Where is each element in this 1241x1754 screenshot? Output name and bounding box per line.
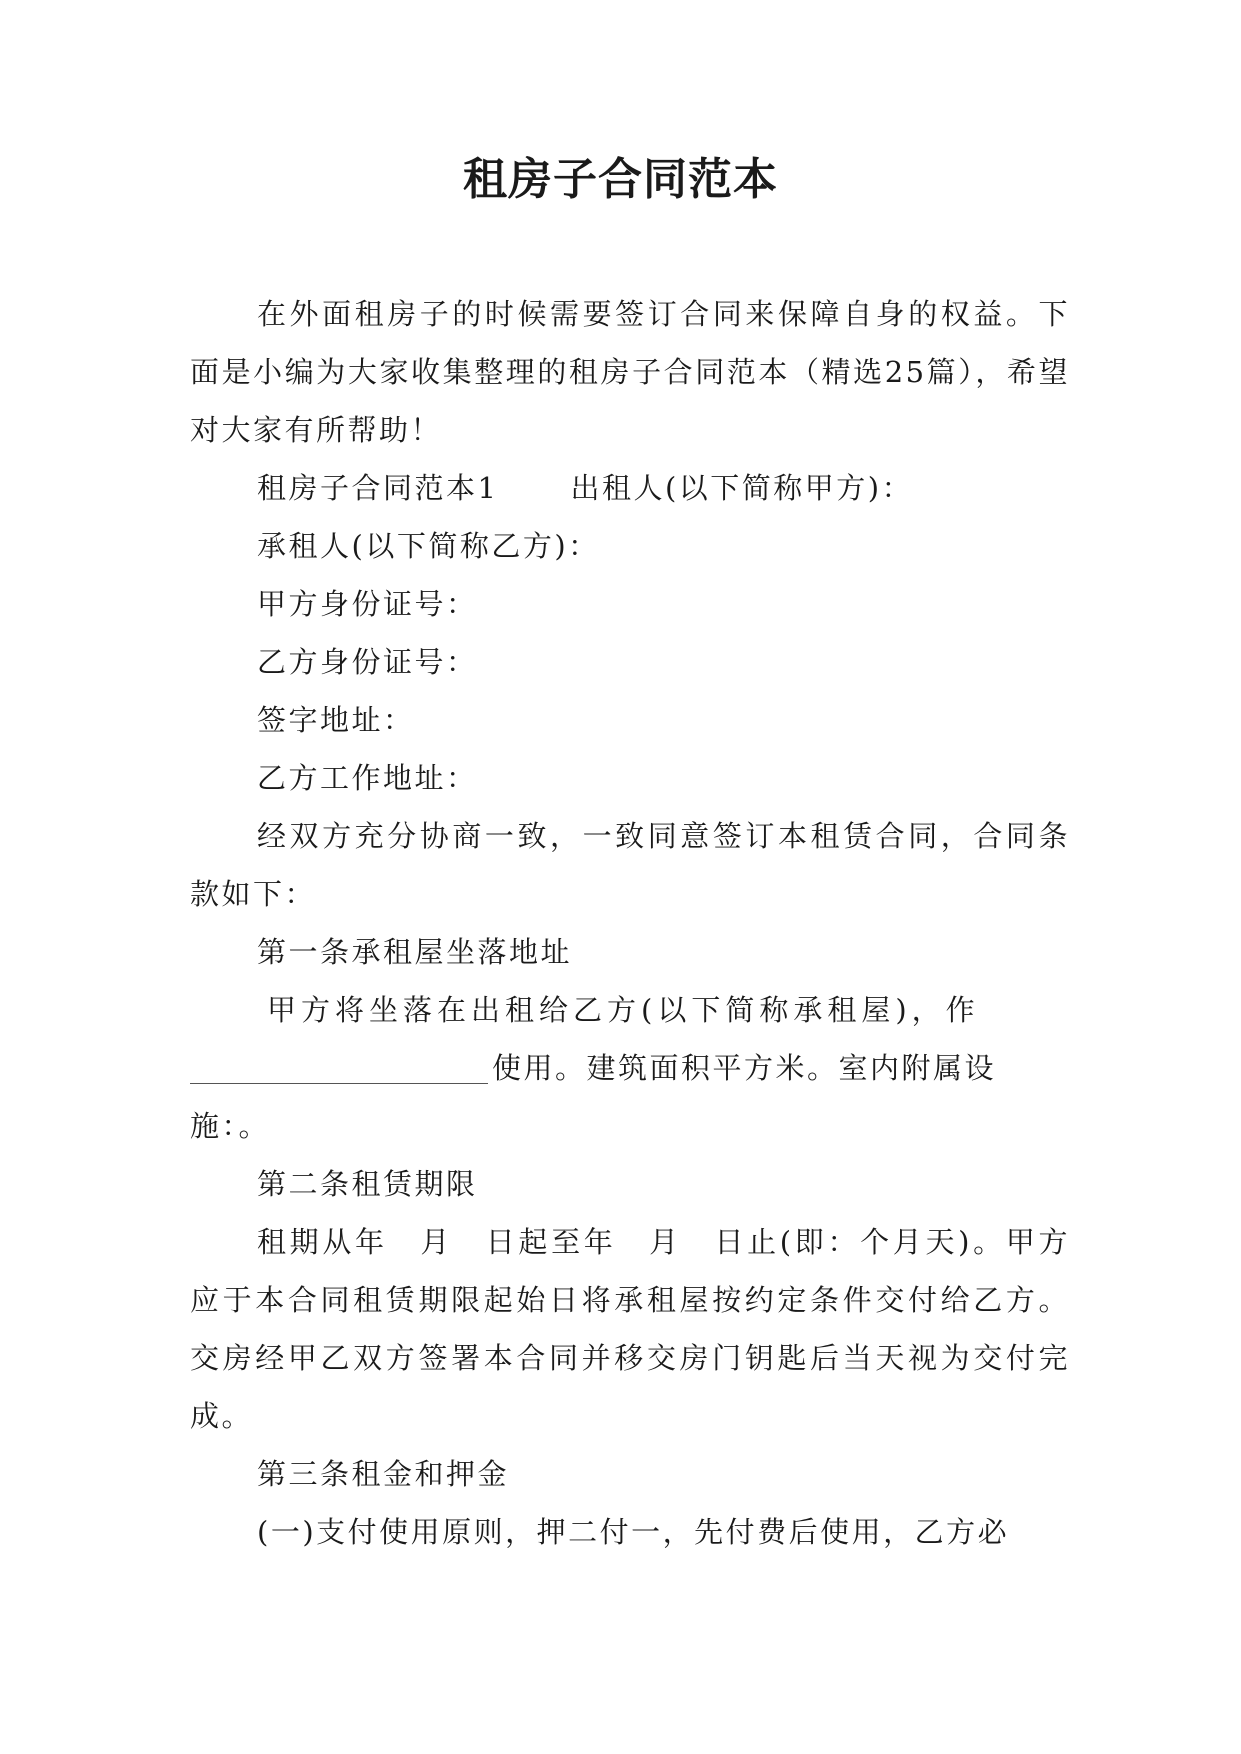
lessee-label: 承租人(以下简称乙方)： [257, 529, 600, 563]
party-a-id-label: 甲方身份证号： [257, 587, 478, 621]
article1-text-a: 甲方将坐落在出租给乙方(以下简称承租屋)，作 [267, 993, 980, 1027]
article3-item1: (一)支付使用原则，押二付一，先付费后使用，乙方必 [257, 1515, 1010, 1549]
sign-address-label: 签字地址： [257, 703, 415, 737]
document-title: 租房子合同范本 [463, 154, 778, 205]
blank-underline [190, 1053, 488, 1084]
article2-heading: 第二条租赁期限 [257, 1167, 478, 1201]
article1-text-b: 使用。建筑面积平方米。室内附属设施：。 [190, 1051, 997, 1143]
contract-heading-line [190, 459, 1070, 517]
article2-paragraph: 租期从年 月 日起至年 月 日止(即：个月天)。甲方应于本合同租赁期限起始日将承租屋按约定条件交付给乙方。交房经甲乙双方签署本合同并移交房门钥匙后当天视为交付完成。 [190, 1225, 1070, 1433]
agreement-paragraph: 经双方充分协商一致，一致同意签订本租赁合同，合同条款如下： [190, 819, 1070, 911]
lessor-label: 出租人(以下简称甲方)： [570, 471, 914, 505]
article1-heading: 第一条承租屋坐落地址 [257, 935, 573, 969]
document-body [190, 285, 1070, 1561]
intro-paragraph: 在外面租房子的时候需要签订合同来保障自身的权益。下面是小编为大家收集整理的租房子合同范本（精选25篇），希望对大家有所帮助！ [190, 297, 1070, 447]
article1-paragraph-continued [190, 1039, 1070, 1155]
article1-paragraph [190, 981, 1070, 1039]
party-b-id-label: 乙方身份证号： [257, 645, 478, 679]
contract-label: 租房子合同范本1 [257, 471, 499, 505]
article3-heading: 第三条租金和押金 [257, 1457, 510, 1491]
party-b-work-address-label: 乙方工作地址： [257, 761, 478, 795]
